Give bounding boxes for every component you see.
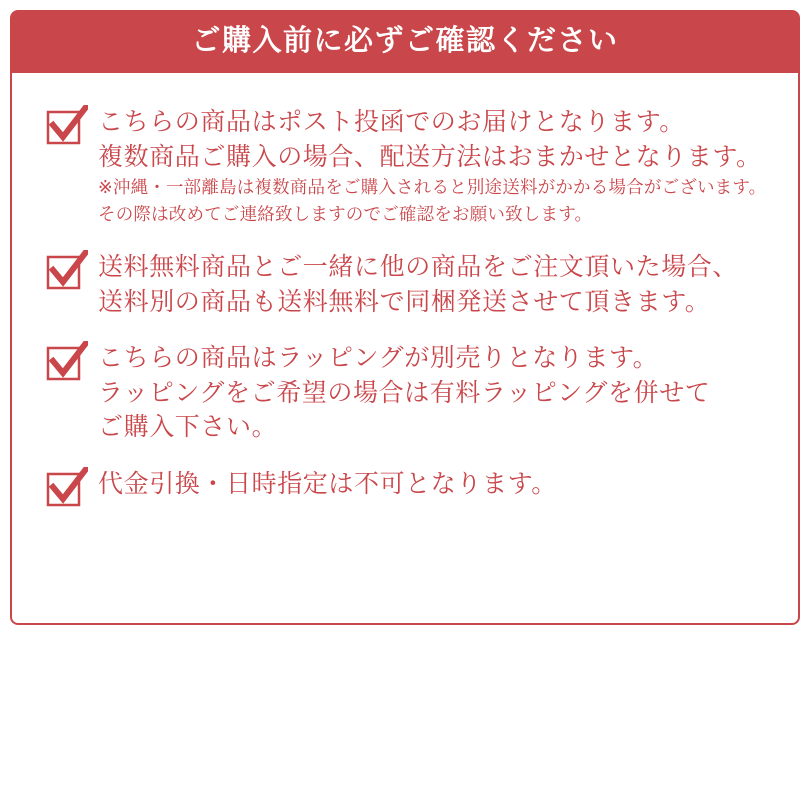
notice-line: その際は改めてご連絡致しますのでご確認をお願い致します。 xyxy=(98,204,593,225)
notice-item xyxy=(46,248,764,319)
notice-banner xyxy=(10,10,800,73)
notice-line: 送料無料商品とご一緒に他の商品をご注文頂いた場合、 xyxy=(98,253,739,282)
notice-item xyxy=(46,465,764,509)
notice-line: こちらの商品はポスト投函でのお届けとなります。 xyxy=(98,108,685,136)
checkmark-icon xyxy=(46,341,88,383)
notice-text-block xyxy=(98,339,764,445)
notice-item xyxy=(46,339,764,445)
notice-line: ラッピングをご希望の場合は有料ラッピングを併せて xyxy=(98,378,711,407)
checkmark-icon xyxy=(46,250,88,292)
notice-card xyxy=(10,73,800,625)
notice-line: こちらの商品はラッピングが別売りとなります。 xyxy=(98,344,659,373)
notice-line: 複数商品ご購入の場合、配送方法はおまかせとなります。 xyxy=(98,142,762,171)
checkmark-icon xyxy=(46,467,88,509)
notice-text-block xyxy=(98,248,764,319)
notice-list xyxy=(46,103,767,509)
notice-text-block xyxy=(98,103,766,228)
notice-line: 代金引換・日時指定は不可となります。 xyxy=(98,469,557,498)
notice-line: ご購入下さい。 xyxy=(98,413,278,442)
checkmark-icon xyxy=(46,105,88,147)
notice-line: ※沖縄・一部離島は複数商品をご購入されると別途送料がかかる場合がございます。 xyxy=(98,177,767,197)
notice-item xyxy=(46,103,767,228)
page-title: ご購入前に必ずご確認ください xyxy=(191,25,619,57)
notice-line: 送料別の商品も送料無料で同梱発送させて頂きます。 xyxy=(98,287,711,316)
notice-text-block xyxy=(98,465,764,502)
